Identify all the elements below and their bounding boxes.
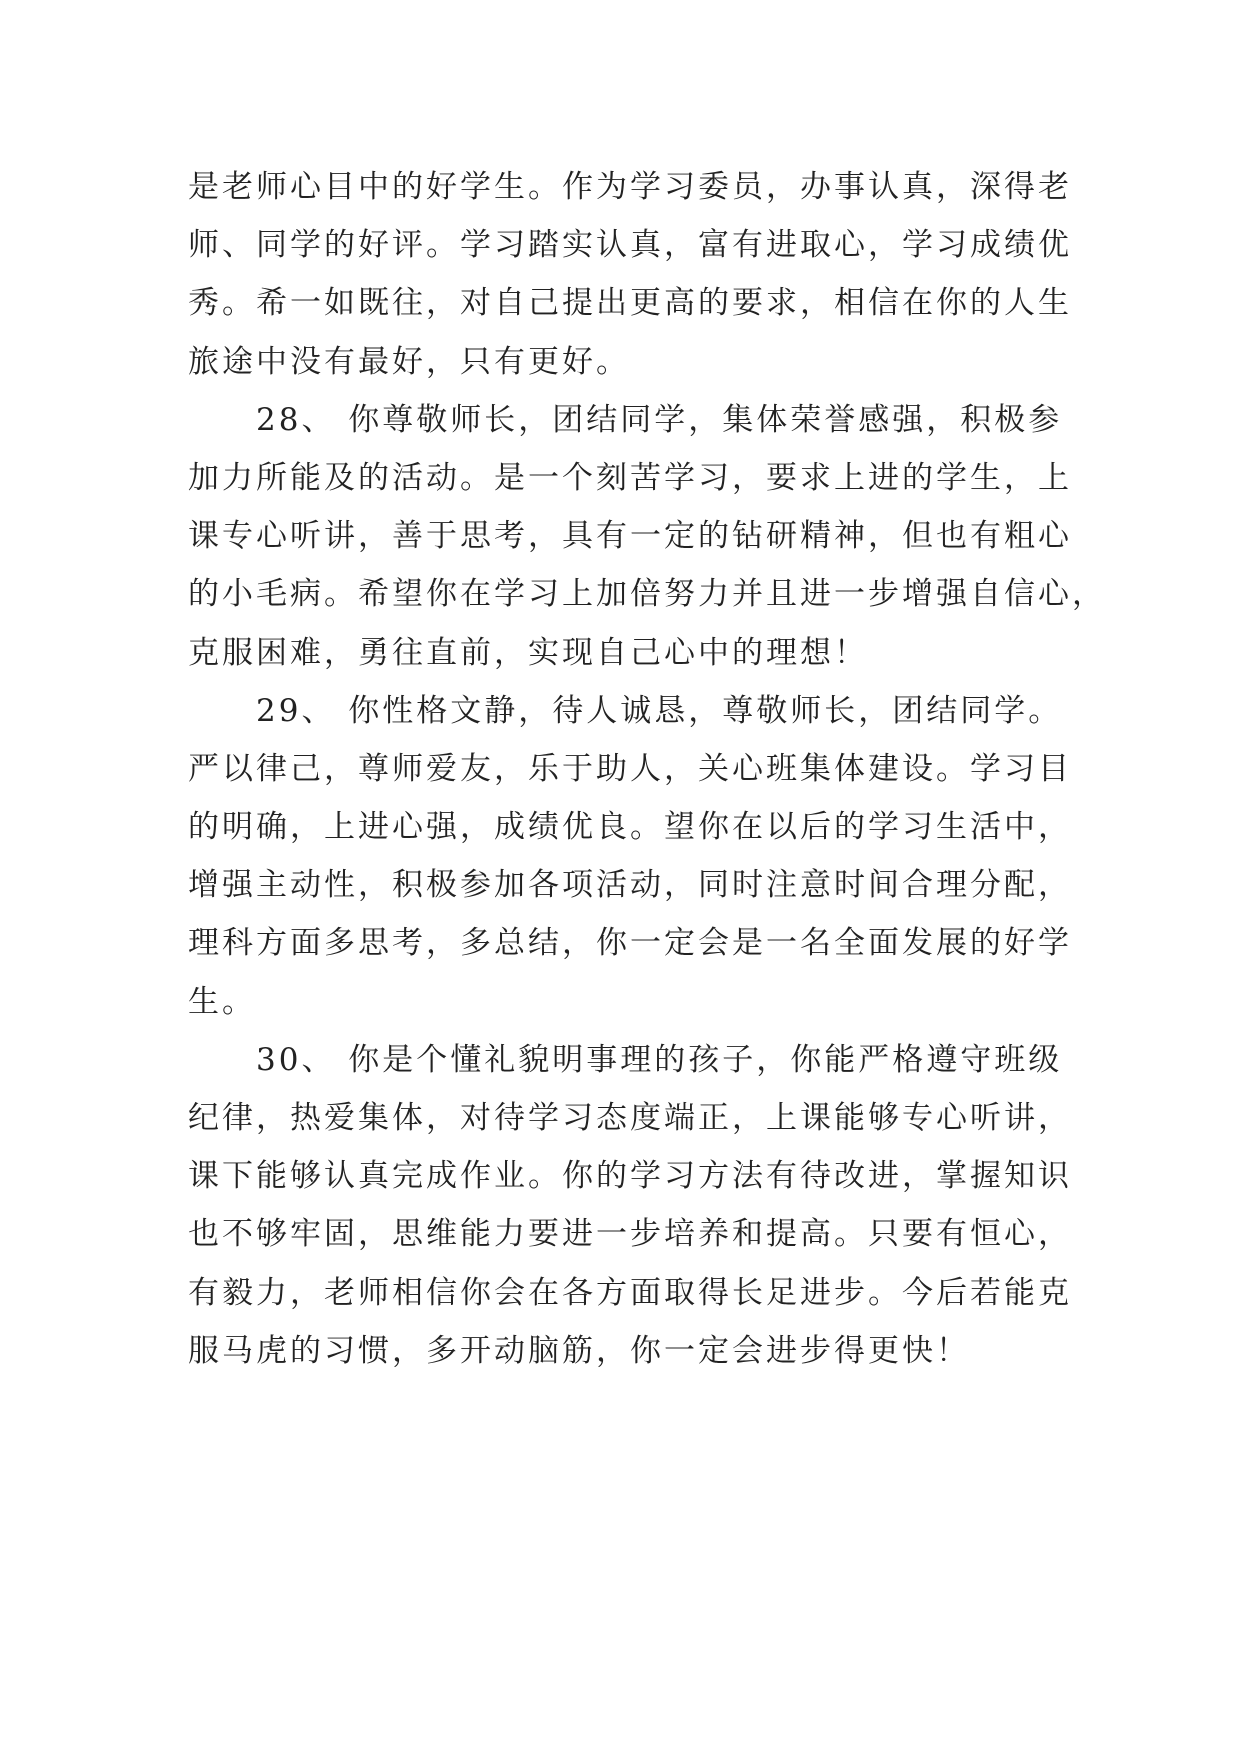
text-line: 严以律己，尊师爱友，乐于助人，关心班集体建设。学习目: [188, 750, 1072, 787]
document-body: [188, 158, 1106, 1380]
text-line: 课下能够认真完成作业。你的学习方法有待改进，掌握知识: [188, 1158, 1072, 1195]
text-line: 增强主动性，积极参加各项活动，同时注意时间合理分配，: [188, 867, 1072, 904]
text-line: 服马虎的习惯，多开动脑筋，你一定会进步得更快！: [188, 1332, 970, 1369]
text-line: 的明确，上进心强，成绩优良。望你在以后的学习生活中，: [188, 809, 1072, 846]
text-line: 理科方面多思考，多总结，你一定会是一名全面发展的好学: [188, 925, 1072, 962]
text-line: 克服困难，勇往直前，实现自己心中的理想！: [188, 634, 868, 671]
text-line: 有毅力，老师相信你会在各方面取得长足进步。今后若能克: [188, 1274, 1072, 1311]
paragraph-30-first-line: 30、 你是个懂礼貌明事理的孩子，你能严格遵守班级: [256, 1041, 1063, 1078]
text-line: 是老师心目中的好学生。作为学习委员，办事认真，深得老: [188, 169, 1072, 205]
text-line: 生。: [188, 983, 256, 1020]
paragraph-29-first-line: 29、 你性格文静，待人诚恳，尊敬师长，团结同学。: [256, 692, 1063, 729]
text-line: 秀。希一如既往，对自己提出更高的要求，相信在你的人生: [188, 285, 1072, 322]
text-line: 加力所能及的活动。是一个刻苦学习，要求上进的学生，上: [188, 459, 1072, 496]
text-line: 纪律，热爱集体，对待学习态度端正，上课能够专心听讲，: [188, 1100, 1072, 1136]
text-line: 旅途中没有最好，只有更好。: [188, 343, 630, 380]
text-line: 师、同学的好评。学习踏实认真，富有进取心，学习成绩优: [188, 227, 1072, 264]
text-line: 课专心听讲，善于思考，具有一定的钻研精神，但也有粗心: [188, 518, 1072, 555]
text-line: 也不够牢固，思维能力要进一步培养和提高。只要有恒心，: [188, 1216, 1072, 1253]
text-line: 的小毛病。希望你在学习上加倍努力并且进一步增强自信心，: [188, 576, 1106, 613]
paragraph-28-first-line: 28、 你尊敬师长，团结同学，集体荣誉感强，积极参: [256, 401, 1063, 438]
